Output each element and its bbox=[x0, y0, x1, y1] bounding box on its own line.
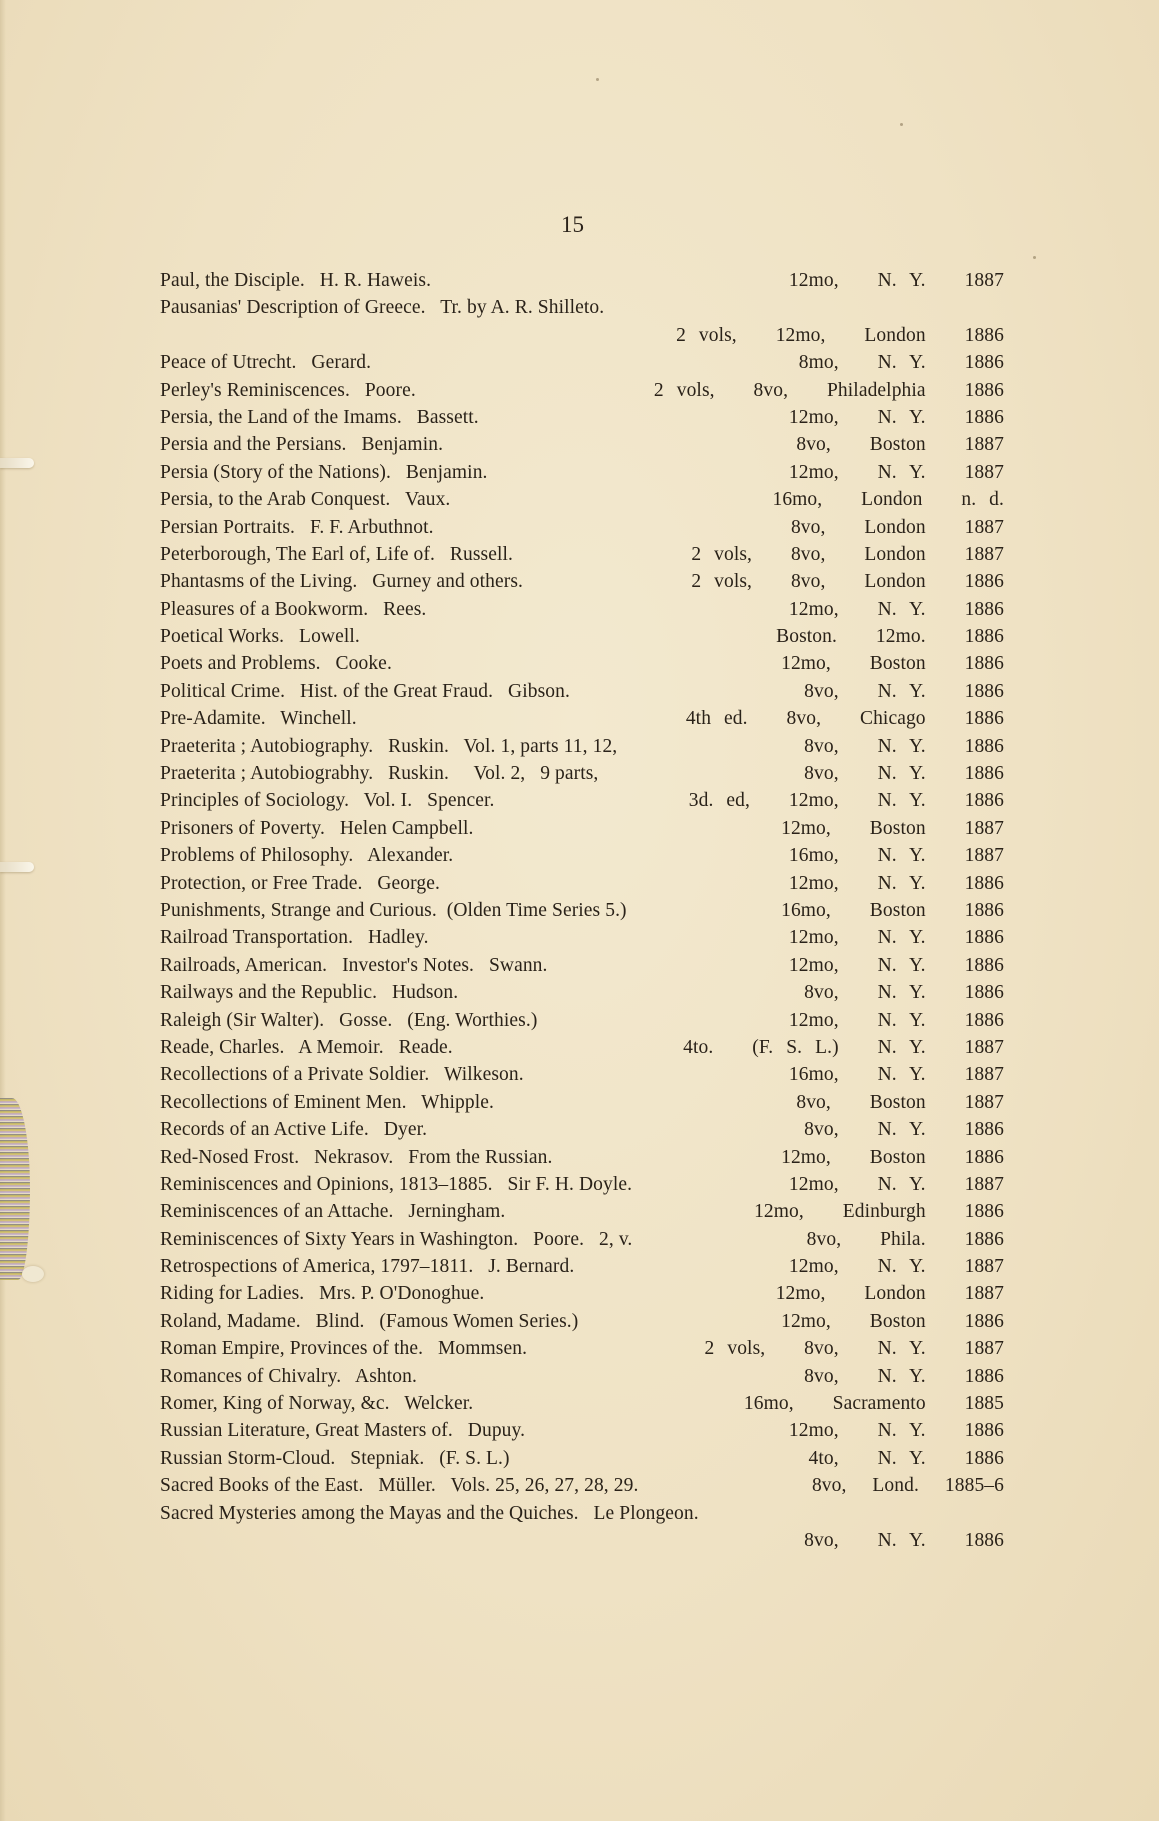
entry-title: Roland, Madame. Blind. (Famous Women Series.) bbox=[160, 1310, 579, 1332]
catalog-entry bbox=[160, 571, 1004, 598]
catalog-entry bbox=[160, 1256, 1004, 1283]
catalog-entry bbox=[160, 1201, 1004, 1228]
catalog-entry bbox=[160, 297, 1004, 324]
entry-title: Reminiscences of Sixty Years in Washington. Poore. 2, v. bbox=[160, 1228, 633, 1250]
entry-title: Problems of Philosophy. Alexander. bbox=[160, 845, 454, 867]
entry-details: 8vo, N. Y. 1886 bbox=[804, 1365, 1004, 1387]
catalog-entry bbox=[160, 708, 1004, 735]
catalog-entries bbox=[160, 270, 1004, 1557]
catalog-entry-continuation bbox=[160, 1530, 1004, 1557]
entry-details: 12mo, N. Y. 1886 bbox=[788, 1420, 1004, 1442]
entry-details: 12mo, N. Y. 1887 bbox=[788, 270, 1004, 291]
entry-details: 12mo, N. Y. 1886 bbox=[788, 927, 1004, 949]
catalog-entry bbox=[160, 653, 1004, 680]
catalog-entry bbox=[160, 1064, 1004, 1091]
entry-details: 12mo, N. Y. 1886 bbox=[788, 406, 1004, 428]
entry-title: Peterborough, The Earl of, Life of. Russell. bbox=[160, 543, 513, 565]
entry-details: 12mo, N. Y. 1886 bbox=[788, 598, 1004, 620]
catalog-entry bbox=[160, 270, 1004, 297]
entry-details: 8vo, Phila. 1886 bbox=[806, 1228, 1004, 1250]
catalog-entry bbox=[160, 1174, 1004, 1201]
catalog-entry bbox=[160, 790, 1004, 817]
page-number: 15 bbox=[561, 212, 584, 237]
paper-speck bbox=[900, 123, 903, 126]
paper-speck bbox=[1033, 256, 1036, 259]
entry-details: 12mo, Boston 1887 bbox=[781, 817, 1004, 839]
catalog-entry bbox=[160, 1311, 1004, 1338]
entry-title: Raleigh (Sir Walter). Gosse. (Eng. Worthies.) bbox=[160, 1009, 538, 1031]
paper-tab-mark bbox=[0, 862, 34, 872]
entry-title: Pre-Adamite. Winchell. bbox=[160, 708, 357, 730]
catalog-entry bbox=[160, 1147, 1004, 1174]
catalog-entry bbox=[160, 544, 1004, 571]
entry-details: 3d. ed, 12mo, N. Y. 1886 bbox=[688, 790, 1004, 812]
entry-title: Pausanias' Description of Greece. Tr. by A. R. Shilleto. bbox=[160, 297, 605, 319]
entry-title: Principles of Sociology. Vol. I. Spencer. bbox=[160, 790, 495, 812]
entry-title: Reade, Charles. A Memoir. Reade. bbox=[160, 1036, 453, 1058]
entry-details: 12mo, Edinburgh 1886 bbox=[754, 1201, 1004, 1223]
catalog-entry bbox=[160, 434, 1004, 461]
entry-details: 16mo, N. Y. 1887 bbox=[788, 1064, 1004, 1086]
entry-title: Red-Nosed Frost. Nekrasov. From the Russian. bbox=[160, 1146, 553, 1168]
entry-details: 16mo, London n. d. bbox=[772, 489, 1004, 511]
entry-title: Persia and the Persians. Benjamin. bbox=[160, 434, 444, 456]
entry-details: 16mo, N. Y. 1887 bbox=[788, 845, 1004, 867]
entry-details: 8mo, N. Y. 1886 bbox=[798, 352, 1004, 374]
entry-details: 2 vols, 12mo, London 1886 bbox=[676, 324, 1004, 346]
entry-details: 8vo, N. Y. 1886 bbox=[804, 680, 1004, 702]
catalog-entry bbox=[160, 1338, 1004, 1365]
entry-title: Political Crime. Hist. of the Great Fraud. Gibson. bbox=[160, 680, 570, 702]
entry-details: 2 vols, 8vo, N. Y. 1887 bbox=[704, 1338, 1004, 1360]
entry-title: Perley's Reminiscences. Poore. bbox=[160, 379, 416, 401]
entry-title: Riding for Ladies. Mrs. P. O'Donoghue. bbox=[160, 1283, 485, 1305]
entry-title: Russian Literature, Great Masters of. Dupuy. bbox=[160, 1420, 526, 1442]
entry-title: Protection, or Free Trade. George. bbox=[160, 872, 440, 894]
catalog-entry bbox=[160, 1092, 1004, 1119]
catalog-entry bbox=[160, 1393, 1004, 1420]
catalog-entry bbox=[160, 1503, 1004, 1530]
catalog-entry bbox=[160, 955, 1004, 982]
entry-title: Records of an Active Life. Dyer. bbox=[160, 1119, 428, 1141]
catalog-entry bbox=[160, 1037, 1004, 1064]
entry-details: 8vo, N. Y. 1886 bbox=[804, 1529, 1004, 1551]
entry-title: Punishments, Strange and Curious. (Olden Time Series 5.) bbox=[160, 899, 627, 921]
entry-details: 2 vols, 8vo, Philadelphia 1886 bbox=[653, 379, 1004, 401]
entry-details: 2 vols, 8vo, London 1887 bbox=[691, 543, 1004, 565]
entry-title: Pleasures of a Bookworm. Rees. bbox=[160, 598, 427, 620]
catalog-entry bbox=[160, 736, 1004, 763]
catalog-entry bbox=[160, 1366, 1004, 1393]
catalog-entry bbox=[160, 818, 1004, 845]
entry-details: 8vo, N. Y. 1886 bbox=[804, 763, 1004, 785]
entry-details: 8vo, N. Y. 1886 bbox=[804, 735, 1004, 757]
entry-title: Roman Empire, Provinces of the. Mommsen. bbox=[160, 1338, 528, 1360]
entry-details: 12mo, Boston 1886 bbox=[781, 1310, 1004, 1332]
entry-title: Russian Storm-Cloud. Stepniak. (F. S. L.) bbox=[160, 1447, 510, 1469]
entry-details: 4th ed. 8vo, Chicago 1886 bbox=[685, 708, 1004, 730]
entry-details: 8vo, N. Y. 1886 bbox=[804, 982, 1004, 1004]
binding-strip bbox=[0, 1098, 30, 1280]
entry-details: 12mo, N. Y. 1887 bbox=[788, 461, 1004, 483]
catalog-entry bbox=[160, 1229, 1004, 1256]
entry-title: Sacred Mysteries among the Mayas and the Quiches. Le Plongeon. bbox=[160, 1502, 699, 1524]
entry-title: Persia (Story of the Nations). Benjamin. bbox=[160, 461, 488, 483]
entry-title: Persia, the Land of the Imams. Bassett. bbox=[160, 406, 479, 428]
catalog-entry bbox=[160, 517, 1004, 544]
entry-details: 8vo, N. Y. 1886 bbox=[804, 1119, 1004, 1141]
catalog-entry bbox=[160, 352, 1004, 379]
binding-edge bbox=[0, 0, 6, 1821]
entry-title: Recollections of a Private Soldier. Wilkeson. bbox=[160, 1064, 524, 1086]
entry-details: 8vo, London 1887 bbox=[790, 516, 1004, 538]
entry-details: 16mo, Sacramento 1885 bbox=[743, 1393, 1004, 1415]
entry-details: 8vo, Boston 1887 bbox=[796, 434, 1004, 456]
entry-title: Railroads, American. Investor's Notes. Swann. bbox=[160, 954, 548, 976]
entry-details: 12mo, N. Y. 1887 bbox=[788, 1173, 1004, 1195]
catalog-entry bbox=[160, 873, 1004, 900]
entry-title: Sacred Books of the East. Müller. Vols. 25, 26, 27, 28, 29. bbox=[160, 1475, 639, 1497]
entry-details: 12mo, N. Y. 1886 bbox=[788, 872, 1004, 894]
catalog-entry bbox=[160, 462, 1004, 489]
catalog-entry bbox=[160, 681, 1004, 708]
catalog-entry bbox=[160, 1283, 1004, 1310]
entry-details: 16mo, Boston 1886 bbox=[781, 899, 1004, 921]
entry-title: Reminiscences of an Attache. Jerningham. bbox=[160, 1201, 506, 1223]
entry-title: Praeterita ; Autobiograbhy. Ruskin. Vol. 2, 9 parts, bbox=[160, 763, 599, 785]
catalog-entry bbox=[160, 1448, 1004, 1475]
entry-title: Reminiscences and Opinions, 1813–1885. Sir F. H. Doyle. bbox=[160, 1173, 633, 1195]
entry-details: 12mo, Boston 1886 bbox=[781, 1146, 1004, 1168]
catalog-entry bbox=[160, 489, 1004, 516]
entry-title: Persia, to the Arab Conquest. Vaux. bbox=[160, 489, 451, 511]
catalog-entry bbox=[160, 1010, 1004, 1037]
entry-details: 4to, N. Y. 1886 bbox=[808, 1447, 1004, 1469]
entry-details: 2 vols, 8vo, London 1886 bbox=[691, 571, 1004, 593]
paper-tab-mark bbox=[0, 458, 34, 468]
entry-title: Railways and the Republic. Hudson. bbox=[160, 982, 459, 1004]
entry-details: 8vo, Lond. 1885–6 bbox=[811, 1475, 1004, 1497]
catalog-entry bbox=[160, 1119, 1004, 1146]
catalog-entry-continuation bbox=[160, 325, 1004, 352]
entry-title: Peace of Utrecht. Gerard. bbox=[160, 352, 372, 374]
catalog-entry bbox=[160, 763, 1004, 790]
entry-title: Prisoners of Poverty. Helen Campbell. bbox=[160, 817, 474, 839]
catalog-entry bbox=[160, 1420, 1004, 1447]
entry-details: 12mo, N. Y. 1886 bbox=[788, 954, 1004, 976]
entry-title: Romances of Chivalry. Ashton. bbox=[160, 1365, 417, 1387]
entry-title: Phantasms of the Living. Gurney and others. bbox=[160, 571, 524, 593]
catalog-entry bbox=[160, 407, 1004, 434]
entry-title: Retrospections of America, 1797–1811. J. Bernard. bbox=[160, 1256, 575, 1278]
entry-details: 12mo, London 1887 bbox=[775, 1283, 1004, 1305]
entry-title: Poetical Works. Lowell. bbox=[160, 626, 360, 648]
entry-title: Romer, King of Norway, &c. Welcker. bbox=[160, 1393, 474, 1415]
entry-title: Railroad Transportation. Hadley. bbox=[160, 927, 429, 949]
entry-title: Poets and Problems. Cooke. bbox=[160, 653, 392, 675]
catalog-entry bbox=[160, 927, 1004, 954]
catalog-entry bbox=[160, 599, 1004, 626]
entry-details: Boston. 12mo. 1886 bbox=[776, 626, 1004, 648]
paper-speck bbox=[596, 78, 599, 81]
entry-details: 12mo, N. Y. 1887 bbox=[788, 1256, 1004, 1278]
entry-title: Recollections of Eminent Men. Whipple. bbox=[160, 1091, 494, 1113]
catalog-entry bbox=[160, 900, 1004, 927]
entry-title: Paul, the Disciple. H. R. Haweis. bbox=[160, 270, 432, 291]
catalog-entry bbox=[160, 845, 1004, 872]
entry-details: 12mo, Boston 1886 bbox=[781, 653, 1004, 675]
entry-details: 4to. (F. S. L.) N. Y. 1887 bbox=[683, 1036, 1004, 1058]
entry-details: 12mo, N. Y. 1886 bbox=[788, 1009, 1004, 1031]
catalog-entry bbox=[160, 626, 1004, 653]
entry-title: Persian Portraits. F. F. Arbuthnot. bbox=[160, 516, 434, 538]
entry-title: Praeterita ; Autobiography. Ruskin. Vol. 1, parts 11, 12, bbox=[160, 735, 618, 757]
catalog-entry bbox=[160, 1475, 1004, 1502]
entry-details: 8vo, Boston 1887 bbox=[796, 1091, 1004, 1113]
catalog-entry bbox=[160, 982, 1004, 1009]
catalog-entry bbox=[160, 380, 1004, 407]
